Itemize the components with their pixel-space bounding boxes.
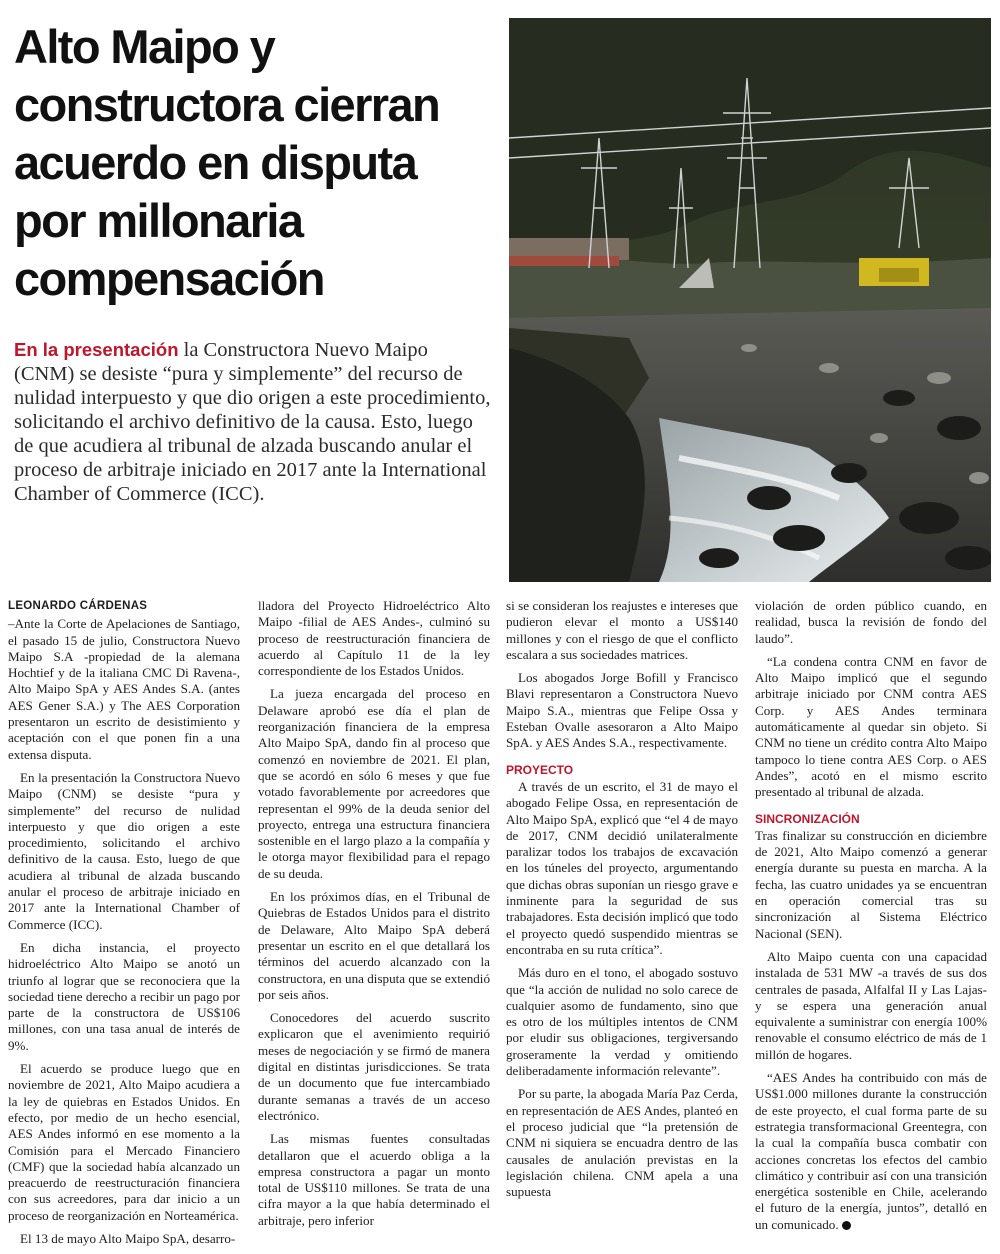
paragraph: Los abogados Jorge Bofill y Francisco Blavi representaron a Constructora Nuevo Maipo S.A., mientras que Felipe Ossa y Esteban Ovalle asesoraron a Alto Maipo SpA. y AES Andes S.A., respectivamente. [506,670,738,751]
headline-line: acuerdo en disputa [14,136,417,189]
headline [14,18,504,308]
paragraph: Tras finalizar su construcción en diciembre de 2021, Alto Maipo comenzó a generar energía durante su puesta en marcha. A la fecha, las cuatro unidades ya se encuentran en operación comercial tras su sincronización al Sistema Eléctrico Nacional (SEN). [755,827,987,941]
paragraph [755,1070,987,1233]
article-column-2 [258,598,490,1236]
paragraph: En la presentación la Constructora Nuevo Maipo (CNM) se desiste “pura y simplemente” del recurso de nulidad interpuesto y que dio origen a este procedimiento, solicitando el archivo definitivo de la causa. Esto, luego de que acudiera al tribunal de alzada buscando anular el proceso de arbitraje iniciado en 2017 ante la International Chamber of Commerce (ICC). [8,769,240,932]
end-mark-icon [842,1221,851,1230]
lead-text: la Constructora Nuevo Maipo (CNM) se desiste “pura y simplemente” del recurso de nulidad interpuesto y que dio origen a este procedimiento, solicitando el archivo definitivo de la causa. Esto, luego de que acudiera al tribunal de alzada buscando anular el proceso de arbitraje iniciado en 2017 ante la International Chamber of Commerce (ICC). [14,339,491,505]
paragraph: –Ante la Corte de Apelaciones de Santiago, el pasado 15 de julio, Constructora Nuevo Maipo S.A -propiedad de la alemana Hochtief y de la italiana CMC Di Ravena-, Alto Maipo SpA y AES Andes S.A. (antes AES Gener S.A.) y The AES Corporation presentaron un escrito de desistimiento y aceptación con el que ponen fin a una extensa disputa. [8,616,240,762]
paragraph: lladora del Proyecto Hidroeléctrico Alto Maipo -filial de AES Andes-, culminó su proceso de reestructuración financiera de acuerdo al Capítulo 11 de la ley correspondiente de los Estados Unidos. [258,598,490,679]
paragraph: Más duro en el tono, el abogado sostuvo que “la acción de nulidad no solo carece de cualquier asomo de fundamento, sino que es otro de los múltiples intentos de CNM por eludir sus obligaciones, tergiversando groseramente la verdad y omitiendo deliberadamente información relevante”. [506,965,738,1079]
paragraph-text: “AES Andes ha contribuido con más de US$1.000 millones durante la construcción de este proyecto, el cual forma parte de su estrategia transformacional Greentegra, con la cual la compañía busca combatir con acciones concretas los efectos del cambio climático y contribuir así con una transición energética sostenible en Chile, acelerando el futuro de la energía, juntos”, detalló en un comunicado. [755,1070,987,1232]
paragraph: En dicha instancia, el proyecto hidroeléctrico Alto Maipo se anotó un triunfo al lograr que se reconociera que la sociedad tiene derecho a recibir un pago por parte de la constructora de US$106 millones, con una tasa anual de interés de 9%. [8,939,240,1053]
headline-line: compensación [14,252,324,305]
article-column-3 [506,598,738,1207]
headline-line: Alto Maipo y [14,20,275,73]
article-column-1 [8,598,240,1254]
paragraph: “La condena contra CNM en favor de Alto Maipo implicó que el segundo arbitraje iniciado por CNM contra AES Corp. y AES Andes terminara automáticamente al quedar sin objeto. Si CNM no tiene un crédito contra Alto Maipo tampoco lo tiene contra AES Corp. o AES Andes”, acotó en el mismo escrito presentado al tribunal de alzada. [755,653,987,800]
paragraph: violación de orden público cuando, en realidad, busca la revisión de fondo del laudo”. [755,598,987,646]
byline: LEONARDO CÁRDENAS [8,600,148,612]
landscape-photo-icon [509,18,991,582]
paragraph: El acuerdo se produce luego que en noviembre de 2021, Alto Maipo acudiera a la ley de quiebras en Estados Unidos. En efecto, por medio de un hecho esencial, AES Andes informó en ese momento a la Comisión para el Mercado Financiero (CMF) que la sociedad había alcanzado un preacuerdo de reestructuración financiera con sus acreedores, para dar inicio a un proceso de reorganización en Norteamérica. [8,1061,240,1223]
paragraph: En los próximos días, en el Tribunal de Quiebras de Estados Unidos para el distrito de Delaware, Alto Maipo SpA deberá presentar un escrito en el que detallará los términos del acuerdo alcanzado con la constructora, en una disputa que se extendió por seis años. [258,889,490,1002]
paragraph: Conocedores del acuerdo suscrito explicaron que el avenimiento requirió meses de negociación y se firmó de manera digital en distintas jurisdicciones. Se trata de un documento que fue intercambiado durante semanas a través de un acceso electrónico. [258,1010,490,1123]
paragraph: La jueza encargada del proceso en Delaware aprobó ese día el plan de reorganización financiera de la empresa Alto Maipo SpA, dando fin al proceso que comenzó en noviembre de 2021. El plan, que se acordó en sólo 6 meses y que fue votado favorablemente por acreedores que representan el 99% de la deuda senior del proyecto, entrega una estructura financiera sostenible en el largo plazo a la compañía y le otorga mayor flexibilidad para el repago de su deuda. [258,686,490,881]
paragraph: Alto Maipo cuenta con una capacidad instalada de 531 MW -a través de sus dos centrales de pasada, Alfalfal II y Las Lajas- y se espera una generación anual equivalente a suministrar con energía 100% renovable el consumo eléctrico de más de 1 millón de hogares. [755,948,987,1062]
paragraph: Las mismas fuentes consultadas detallaron que el acuerdo obliga a la empresa constructora a pagar un monto total de US$110 millones. Se trata de una cifra mayor a la que había determinado el arbitraje, pero inferior [258,1131,490,1228]
paragraph: si se consideran los reajustes e intereses que pudieron elevar el monto a US$140 millones y con el riesgo de que el conflicto escalara a sus sociedades matrices. [506,598,738,662]
lead-paragraph [14,338,492,506]
subhead-sincronizacion: SINCRONIZACIÓN [755,811,860,826]
article-column-4 [755,598,987,1240]
lead-kicker: En la presentación [14,339,179,360]
paragraph: Por su parte, la abogada María Paz Cerda, en representación de AES Andes, planteó en el proceso judicial que “la pretensión de CNM ni siquiera se encuadra dentro de las causales de anulación previstas en la legislación chilena. CNM apela a una supuesta [506,1086,738,1200]
headline-line: por millonaria [14,194,303,247]
paragraph: El 13 de mayo Alto Maipo SpA, desarro- [20,1230,236,1246]
headline-line: constructora cierran [14,78,440,131]
subhead-proyecto: PROYECTO [506,762,574,777]
paragraph: A través de un escrito, el 31 de mayo el abogado Felipe Ossa, en representación de Alto Maipo SpA, explicó que “el 4 de mayo de 2017, CNM decidió unilateralmente paralizar todos los trabajos de excavación en los túneles del proyecto, argumentando que dichas obras suponían un riesgo grave e inminente para la seguridad de sus trabajadores. Esta decisión implicó que todo el proyecto quedó suspendido mientras se encontraba en su ruta crítica”. [506,778,738,957]
